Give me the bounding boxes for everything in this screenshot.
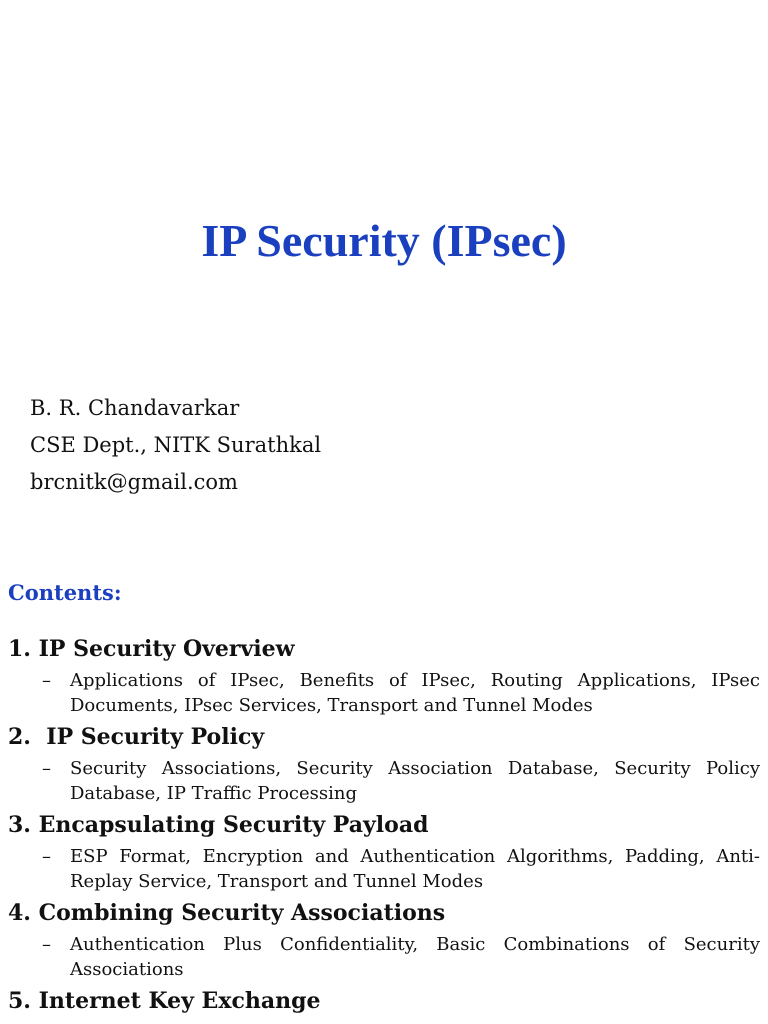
author-department: CSE Dept., NITK Surathkal <box>30 433 322 457</box>
author-name: B. R. Chandavarkar <box>30 396 240 420</box>
section-items <box>8 668 760 718</box>
section <box>8 722 760 806</box>
section-title: 3. Encapsulating Security Payload <box>8 812 429 838</box>
section-title: 4. Combining Security Associations <box>8 900 446 926</box>
section-items <box>8 756 760 806</box>
dash-bullet: – <box>42 846 51 867</box>
section-title: 2. IP Security Policy <box>8 724 265 750</box>
section <box>8 986 760 1016</box>
contents-list <box>8 634 760 1016</box>
section-title: 5. Internet Key Exchange <box>8 988 321 1014</box>
author-email: brcnitk@gmail.com <box>30 470 238 494</box>
section-item-text: Applications of IPsec, Benefits of IPsec, Routing Applications, IPsec Documents, IPsec Services, Transport and Tunnel Modes <box>70 670 760 716</box>
dash-bullet: – <box>42 670 51 691</box>
section-title: 1. IP Security Overview <box>8 636 295 662</box>
contents-heading: Contents: <box>8 580 122 605</box>
section <box>8 634 760 718</box>
section <box>8 810 760 894</box>
dash-bullet: – <box>42 758 51 779</box>
dash-bullet: – <box>42 934 51 955</box>
section <box>8 898 760 982</box>
section-item-text: Security Associations, Security Association Database, Security Policy Database, IP Traffic Processing <box>70 758 760 804</box>
document-title: IP Security (IPsec) <box>201 215 567 266</box>
section-items <box>8 932 760 982</box>
section-item-text: ESP Format, Encryption and Authentication Algorithms, Padding, Anti-Replay Service, Transport and Tunnel Modes <box>70 846 760 892</box>
section-items <box>8 844 760 894</box>
section-item-text: Authentication Plus Confidentiality, Basic Combinations of Security Associations <box>70 934 760 980</box>
author-block <box>30 390 321 501</box>
